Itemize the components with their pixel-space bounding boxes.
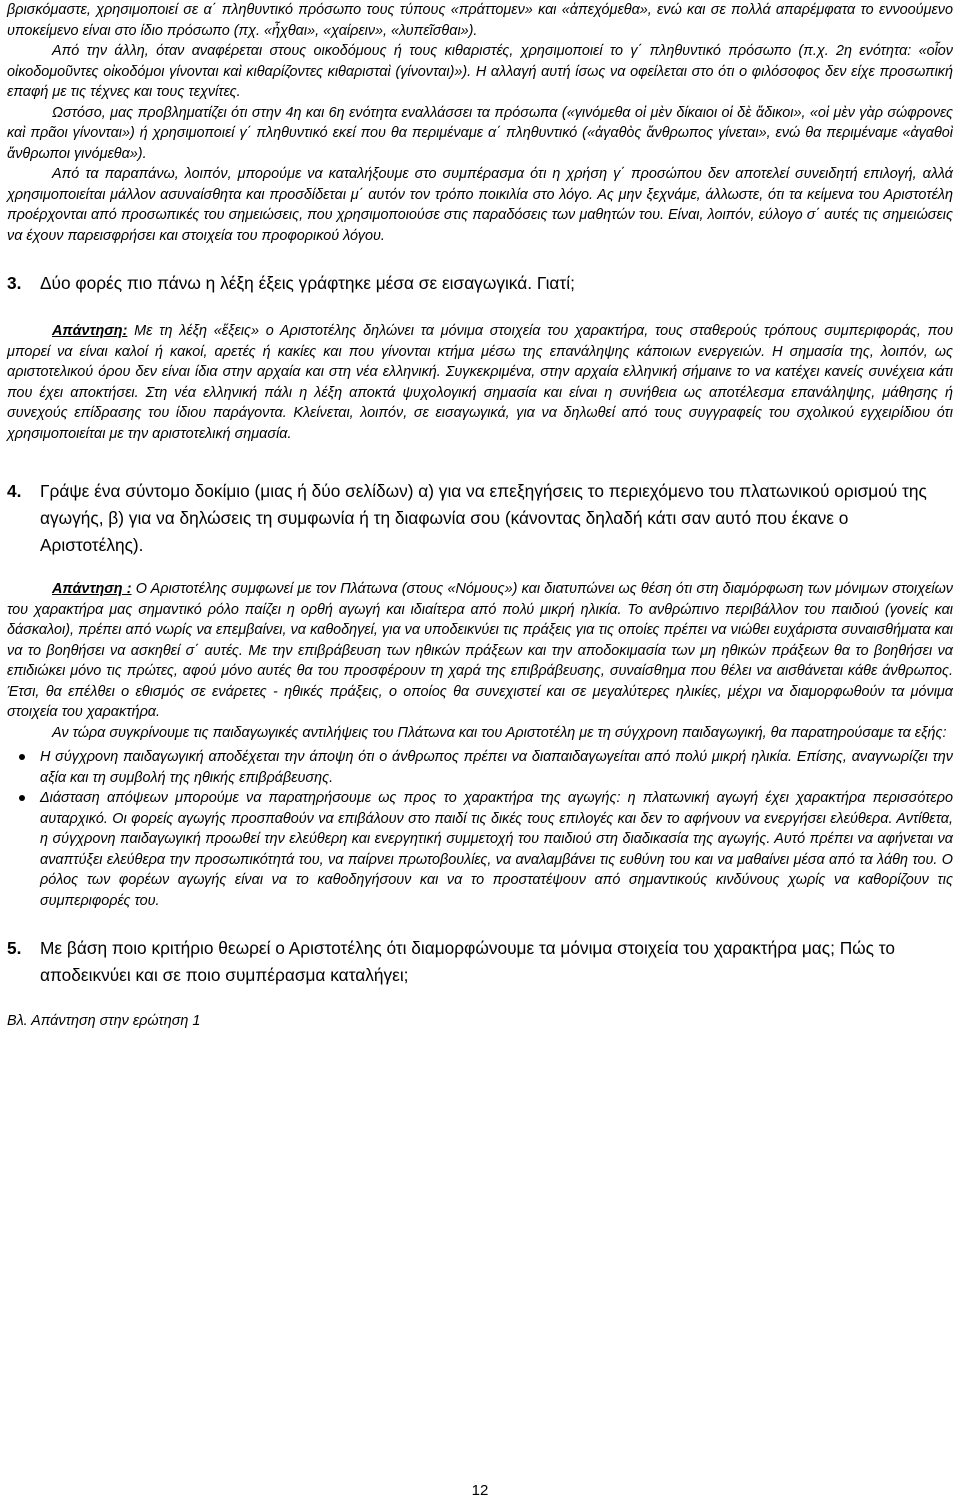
answer-label: Απάντηση : <box>52 581 132 597</box>
answer-3 <box>7 321 953 444</box>
list-item: Η σύγχρονη παιδαγωγική αποδέχεται την άποψη ότι ο άνθρωπος πρέπει να διαπαιδαγωγείται από πολύ μικρή ηλικία. Επίσης, αναγνωρίζει την αξία και τη συμβολή της ηθικής επιβράβευσης. <box>7 747 953 788</box>
question-number: 4. <box>7 481 22 501</box>
answer-5-reference: Βλ. Απάντηση στην ερώτηση 1 <box>7 1013 201 1029</box>
answer-text: Ο Αριστοτέλης συμφωνεί με τον Πλάτωνα (στους «Νόμους») και διατυπώνει ως θέση ότι στη διαμόρφωση των μόνιμων στοιχείων του χαρακτήρα μας σημαντικό ρόλο παίζει η ορθή αγωγή και ιδιαίτερα από πολύ μικρή ηλικία. Το ανθρώπινο περιβάλλον του παιδιού (γονείς και δάσκαλοι), πρέπει από νωρίς να επεμβαίνει, να καθοδηγεί, για να υποδεικνύει τις πράξεις για τις οποίες πρέπει να νιώθει ευχάριστα συναισθήματα και να το βοηθήσει να ασκηθεί σ΄ αυτές. Με την επιβράβευση των ηθικών πράξεων και την αποδοκιμασία των μη ηθικών πράξεων θα το βοηθήσει να επιδιώκει μόνο τις πρώτες, αφού μόνο αυτές θα του προσφέρουν τη χαρά της επιβράβευσης, συναίσθημα που θέλει να αισθάνεται κάθε άνθρωπος. Έτσι, θα επέλθει ο εθισμός σε ενάρετες - ηθικές πράξεις, ο οποίος θα συνεχιστεί και σε μεγαλύτερες ηλικίες, μέχρι να διαμορφωθούν τα μόνιμα στοιχεία του χαρακτήρα. <box>7 581 953 720</box>
question-number: 3. <box>7 273 22 293</box>
answer-label: Απάντηση: <box>52 323 128 339</box>
paragraph-third-person: Από την άλλη, όταν αναφέρεται στους οικοδόμους ή τους κιθαριστές, χρησιμοποιεί το γ΄ πληθυντικό πρόσωπο (π.χ. 2η ενότητα: «οἷον οἰκοδομοῦντες οἰκοδόμοι γίνονται καὶ κιθαρίζοντες κιθαρισταὶ (γίνονται)»). Η αλλαγή αυτή ίσως να οφείλεται στο ότι ο φιλόσοφος δεν είχε προσωπική επαφή με τις τέχνες και τους τεχνίτες. <box>7 43 953 100</box>
comparison-list <box>7 747 953 911</box>
page-number: 12 <box>471 1482 489 1499</box>
question-number: 5. <box>7 938 22 958</box>
document-page <box>7 0 953 1032</box>
paragraph-alternation: Ωστόσο, μας προβληματίζει ότι στην 4η και 6η ενότητα εναλλάσσει τα πρόσωπα («γινόμεθα οἱ μὲν δίκαιοι οἱ δὲ ἄδικοι», «οἱ μὲν γὰρ σώφρονες καὶ πρᾶοι γίνονται») ή χρησιμοποιεί γ΄ πληθυντικό εκεί που θα περιμέναμε α΄ πληθυντικό («ἀγαθὸς ἄνθρωπος γίνεται», ενώ θα περιμέναμε «ἀγαθοὶ ἄνθρωποι γινόμεθα»). <box>7 104 953 162</box>
question-text: Με βάση ποιο κριτήριο θεωρεί ο Αριστοτέλης ότι διαμορφώνουμε τα μόνιμα στοιχεία του χαρακτήρα μας; Πώς το αποδεικνύει και σε ποιο συμπέρασμα καταλήγει; <box>40 938 895 985</box>
question-text: Δύο φορές πιο πάνω η λέξη έξεις γράφτηκε μέσα σε εισαγωγικά. Γιατί; <box>40 273 575 293</box>
question-5 <box>7 935 953 989</box>
paragraph-person-usage: βρισκόμαστε, χρησιμοποιεί σε α΄ πληθυντικό πρόσωπο τους τύπους «πράττομεν» και «ἀπεχόμεθα», ενώ και σε πολλά απαρέμφατα το εννοούμενο υποκείμενο είναι στο ίδιο πρόσωπο (πχ. «ἦχθαι», «χαίρειν», «λυπεῖσθαι»). <box>7 2 953 39</box>
question-3 <box>7 270 953 297</box>
list-item: Διάσταση απόψεων μπορούμε να παρατηρήσουμε ως προς το χαρακτήρα της αγωγής: η πλατωνική αγωγή έχει χαρακτήρα περισσότερο αυταρχικό. Οι φορείς αγωγής προσπαθούν να επιβάλουν στο παιδί τις δικές τους επιλογές και δεν το αφήνουν να ενεργήσει ελεύθερα. Αντίθετα, η σύγχρονη παιδαγωγική προωθεί την ελεύθερη και ενεργητική συμμετοχή του παιδιού στη διαδικασία της αγωγής. Αυτό πρέπει να αφήνεται να αναπτύξει ελεύθερα την προσωπικότητά του, να παίρνει πρωτοβουλίες, να αναλαμβάνει τις ευθύνη του και να μαθαίνει μέσα από τα λάθη του. Ο ρόλος των φορέων αγωγής είναι να το καθοδηγήσουν και να το προστατέψουν από σημαντικούς κινδύνους χωρίς να καθορίζουν τις συμπεριφορές του. <box>7 788 953 911</box>
answer-4 <box>7 579 953 723</box>
paragraph-comparison: Αν τώρα συγκρίνουμε τις παιδαγωγικές αντιλήψεις του Πλάτωνα και του Αριστοτέλη με τη σύγχρονη παιδαγωγική, θα παρατηρούσαμε τα εξής: <box>52 724 947 741</box>
question-text: Γράψε ένα σύντομο δοκίμιο (μιας ή δύο σελίδων) α) για να επεξηγήσεις το περιεχόμενο του πλατωνικού ορισμού της αγωγής, β) για να δηλώσεις τη συμφωνία ή τη διαφωνία σου (κάνοντας δηλαδή κάτι σαν αυτό που έκανε ο Αριστοτέλης). <box>40 481 927 555</box>
answer-text: Με τη λέξη «ἕξεις» ο Αριστοτέλης δηλώνει τα μόνιμα στοιχεία του χαρακτήρα, τους σταθερούς τρόπους συμπεριφοράς, που μπορεί να είναι καλοί ή κακοί, αρετές ή κακίες και που γίνονται κτήμα μέσω της επανάληψης κάποιων ενεργειών. Η σημασία της, λοιπόν, ως αριστοτελικού όρου δεν είναι ίδια στην αρχαία και στη νέα ελληνική. Συγκεκριμένα, στην αρχαία ελληνική σήμαινε το να κατέχει κανείς συνέχεια κάτι που έχει αποκτήσει. Στη νέα ελληνική πάλι η λέξη αποκτά ψυχολογική σημασία και είναι η συνήθεια ως αποτέλεσμα επανάληψης, μάθησης ή συνεχούς επίδρασης του ίδιου παράγοντα. Κλείνεται, λοιπόν, σε εισαγωγικά, για να δηλωθεί από τους συγγραφείς του σχολικού εγχειρίδιου ότι χρησιμοποιείται με την αριστοτελική σημασία. <box>7 323 953 442</box>
question-4 <box>7 478 953 559</box>
paragraph-conclusion: Από τα παραπάνω, λοιπόν, μπορούμε να καταλήξουμε στο συμπέρασμα ότι η χρήση γ΄ προσώπου δεν αποτελεί συνειδητή επιλογή, αλλά χρησιμοποιείται μάλλον ασυναίσθητα και προσδίδεται μ΄ αυτόν τον τρόπο ποικιλία στο λόγο. Ας μην ξεχνάμε, άλλωστε, ότι τα κείμενα του Αριστοτέλη προέρχονται από προσωπικές του σημειώσεις, που χρησιμοποιούσε στις παραδόσεις των μαθητών του. Είναι, λοιπόν, εύλογο σ΄ αυτές τις σημειώσεις να έχουν παρεισφρήσει και στοιχεία του προφορικού λόγου. <box>7 166 953 244</box>
